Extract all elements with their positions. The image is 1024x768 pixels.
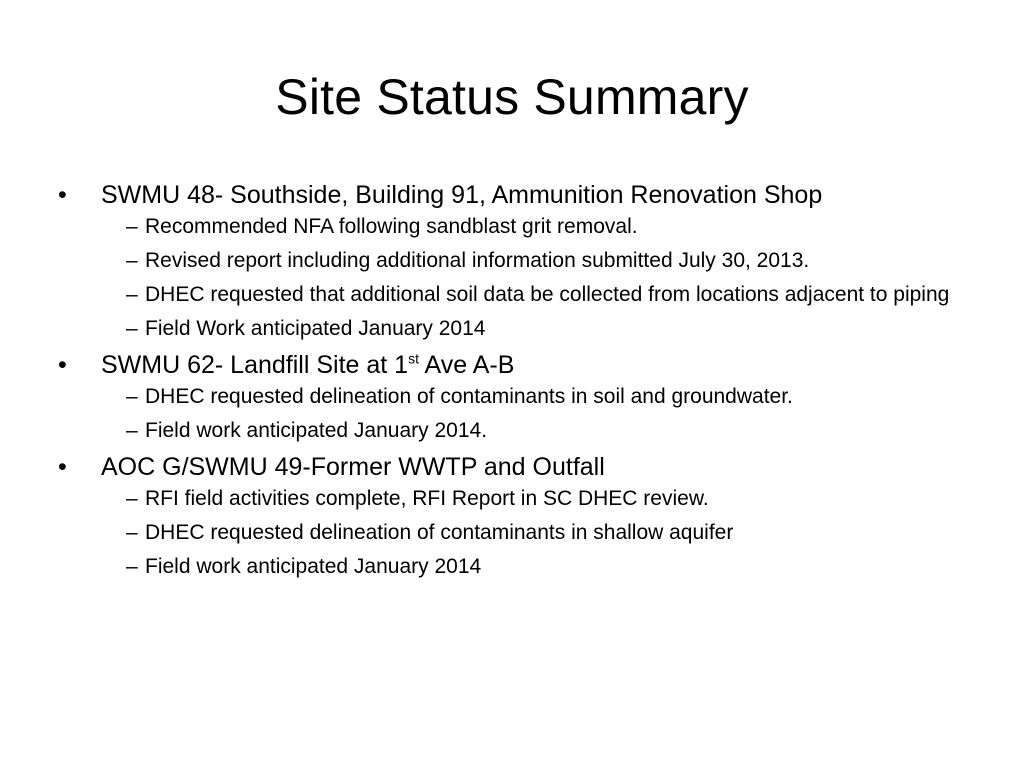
sub-text: DHEC requested delineation of contaminants in soil and groundwater. bbox=[145, 385, 793, 408]
sub-text: RFI field activities complete, RFI Report in SC DHEC review. bbox=[145, 487, 709, 510]
sub-text: Field work anticipated January 2014. bbox=[145, 419, 488, 442]
sub-text: DHEC requested that additional soil data be collected from locations adjacent to piping bbox=[145, 283, 950, 306]
sub-item bbox=[101, 384, 988, 409]
bullet-icon: • bbox=[58, 453, 67, 481]
dash-icon: – bbox=[126, 215, 138, 238]
sub-item bbox=[101, 418, 988, 443]
dash-icon: – bbox=[126, 419, 138, 442]
bullet-icon: • bbox=[58, 181, 67, 209]
bullet-item bbox=[58, 452, 988, 579]
dash-icon: – bbox=[126, 521, 138, 544]
bullet-text-before: SWMU 62- Landfill Site at 1 bbox=[101, 351, 409, 379]
bullet-item bbox=[58, 350, 988, 443]
slide-title: Site Status Summary bbox=[275, 69, 749, 125]
sub-text: Recommended NFA following sandblast grit removal. bbox=[145, 215, 638, 238]
bullet-text: AOC G/SWMU 49-Former WWTP and Outfall bbox=[101, 453, 605, 481]
sub-item bbox=[101, 316, 988, 341]
sub-item bbox=[101, 520, 988, 545]
bullet-list bbox=[58, 180, 988, 588]
sub-list bbox=[101, 384, 988, 443]
sub-item bbox=[101, 248, 988, 273]
sub-text: DHEC requested delineation of contaminants in shallow aquifer bbox=[145, 521, 734, 544]
sub-item bbox=[101, 282, 988, 307]
dash-icon: – bbox=[126, 555, 138, 578]
dash-icon: – bbox=[126, 385, 138, 408]
bullet-text-superscript: st bbox=[408, 350, 419, 367]
sub-item bbox=[101, 214, 988, 239]
sub-list bbox=[101, 486, 988, 579]
sub-text: Revised report including additional information submitted July 30, 2013. bbox=[145, 249, 810, 272]
sub-text: Field work anticipated January 2014 bbox=[145, 555, 482, 578]
sub-item bbox=[101, 486, 988, 511]
bullet-item bbox=[58, 180, 988, 341]
bullet-text bbox=[101, 351, 514, 379]
dash-icon: – bbox=[126, 283, 138, 306]
dash-icon: – bbox=[126, 317, 138, 340]
bullet-icon: • bbox=[58, 351, 67, 379]
sub-item bbox=[101, 554, 988, 579]
dash-icon: – bbox=[126, 249, 138, 272]
bullet-text: SWMU 48- Southside, Building 91, Ammunition Renovation Shop bbox=[101, 181, 823, 209]
dash-icon: – bbox=[126, 487, 138, 510]
bullet-text-after: Ave A-B bbox=[418, 351, 515, 379]
sub-text: Field Work anticipated January 2014 bbox=[145, 317, 486, 340]
sub-list bbox=[101, 214, 988, 341]
